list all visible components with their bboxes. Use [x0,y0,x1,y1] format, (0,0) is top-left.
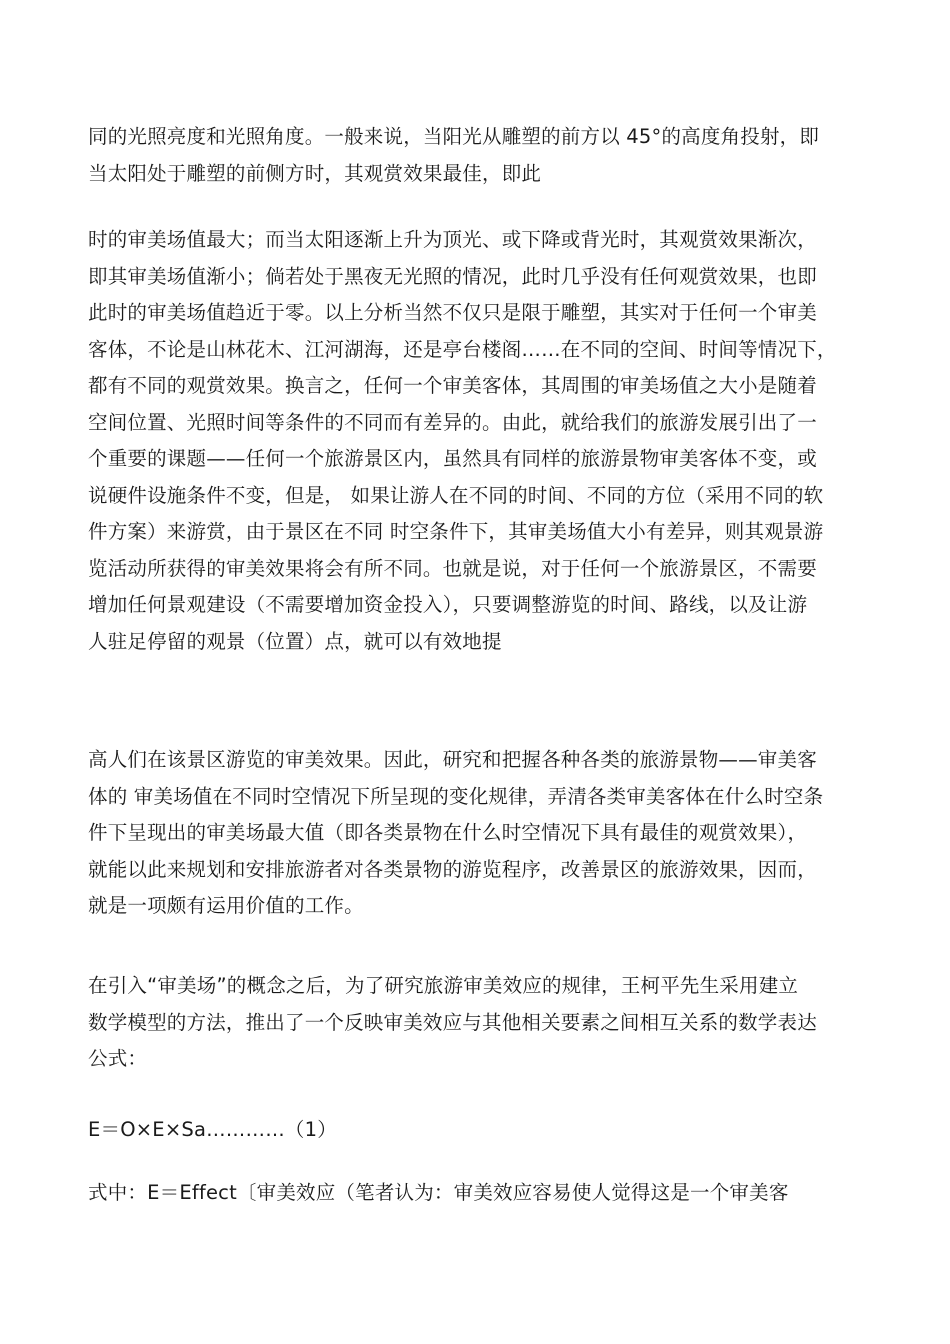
text-line: 人驻足停留的观景（位置）点，就可以有效地提 [88,629,502,653]
text-line: 即其审美场值渐小；倘若处于黑夜无光照的情况，此时几乎没有任何观赏效果，也即 [88,264,817,288]
text-line: 数学模型的方法，推出了一个反映审美效应与其他相关要素之间相互关系的数学表达 [88,1010,817,1034]
text-line: 就能以此来规划和安排旅游者对各类景物的游览程序，改善景区的旅游效果，因而， [88,857,817,881]
text-line: 此时的审美场值趋近于零。以上分析当然不仅只是限于雕塑，其实对于任何一个审美 [88,301,817,324]
text-line: 同的光照亮度和光照角度。一般来说，当阳光从雕塑的前方以 45°的高度角投射，即 [88,125,820,148]
text-line: 件方案）来游赏，由于景区在不同 时空条件下，其审美场值大小有差异，则其观景游 [88,520,824,543]
text-line: 在引入“审美场”的概念之后，为了研究旅游审美效应的规律，王柯平先生采用建立 [88,974,799,997]
text-line: 公式： [88,1047,148,1070]
text-line: 式中：E＝Effect〔审美效应（笔者认为：审美效应容易使人觉得这是一个审美客 [88,1181,789,1204]
text-line: 当太阳处于雕塑的前侧方时，其观赏效果最佳，即此 [88,161,542,185]
text-line: 就是一项颇有运用价值的工作。 [88,894,364,917]
paragraph-math-model-intro [88,968,878,1078]
text-line: 个重要的课题——任何一个旅游景区内，虽然具有同样的旅游景物审美客体不变，或 [88,447,817,470]
formula-line [88,1112,878,1149]
text-line: 说硬件设施条件不变，但是， 如果让游人在不同的时间、不同的方位（采用不同的软 [88,483,824,507]
text-line: 增加任何景观建设（不需要增加资金投入），只要调整游览的时间、路线，以及让游 [88,593,808,616]
formula-text: E＝O×E×Sa…………（1） [88,1118,337,1141]
text-line: 体的 审美场值在不同时空情况下所呈现的变化规律，弄清各类审美客体在什么时空条 [88,784,824,808]
paragraph-lighting-angle [88,119,878,192]
paragraph-aesthetic-field-value [88,222,878,660]
paragraph-formula-explanation [88,1175,878,1212]
text-line: 都有不同的观赏效果。换言之，任何一个审美客体，其周围的审美场值之大小是随着 [88,374,817,397]
text-line: 客体，不论是山林花木、江河湖海，还是亭台楼阁……在不同的空间、时间等情况下， [88,337,837,361]
text-line: 件下呈现出的审美场最大值（即各类景物在什么时空情况下具有最佳的观赏效果）， [88,821,808,844]
text-line: 览活动所获得的审美效果将会有所不同。也就是说，对于任何一个旅游景区，不需要 [88,556,817,580]
paragraph-research-value [88,742,878,925]
text-line: 时的审美场值最大；而当太阳逐渐上升为顶光、或下降或背光时，其观赏效果渐次， [88,228,817,251]
text-line: 空间位置、光照时间等条件的不同而有差异的。由此，就给我们的旅游发展引出了一 [88,410,817,434]
text-line: 高人们在该景区游览的审美效果。因此，研究和把握各种各类的旅游景物——审美客 [88,748,817,771]
